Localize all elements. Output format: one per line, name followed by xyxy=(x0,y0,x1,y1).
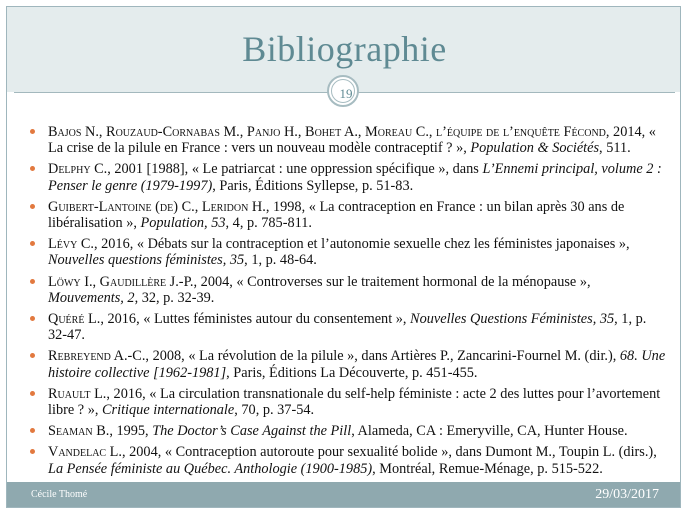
reference-details: , 511. xyxy=(599,140,631,157)
reference-author: Quéré L. xyxy=(48,311,101,328)
reference-item xyxy=(30,444,666,476)
reference-title: Population & Sociétés xyxy=(470,140,600,157)
reference-details: , Paris, Éditions Syllepse, p. 51-83. xyxy=(212,177,414,194)
bullet-icon xyxy=(30,316,35,321)
reference-text: , 2016, « Luttes féministes autour du consentement », xyxy=(100,311,411,328)
reference-text: , 2004, « Contraception autoroute pour sexualité bolide », dans Dumont M., Toupin L. (dirs.), xyxy=(121,444,657,461)
footer-author: Cécile Thomé xyxy=(31,489,88,500)
reference-author: Rebreyend A.-C. xyxy=(48,348,146,365)
reference-item xyxy=(30,274,666,306)
reference-details: , 70, p. 37-54. xyxy=(234,402,315,419)
reference-text: , 2016, « Débats sur la contraception et l’autonomie sexuelle chez les féministes japonaises », xyxy=(93,236,630,253)
footer-date: 29/03/2017 xyxy=(595,487,659,502)
reference-title: Mouvements, 2 xyxy=(48,289,135,306)
bullet-icon xyxy=(30,129,35,134)
bullet-icon xyxy=(30,166,35,171)
reference-details: , 1, p. 48-64. xyxy=(244,252,317,269)
reference-item xyxy=(30,124,666,156)
reference-details: , 4, p. 785-811. xyxy=(225,215,312,232)
reference-author: Löwy I., Gaudillère J.-P. xyxy=(48,273,194,290)
bullet-icon xyxy=(30,279,35,284)
bullet-icon xyxy=(30,204,35,209)
reference-title: 68. Une histoire collective [1962-1981] xyxy=(48,348,666,381)
reference-title: L’Ennemi principal, volume 2 : Penser le genre (1979-1997) xyxy=(48,161,662,194)
reference-details: , 1, p. 32-47. xyxy=(48,311,647,344)
reference-item xyxy=(30,423,666,439)
reference-author: Seaman B. xyxy=(48,423,110,440)
bullet-icon xyxy=(30,241,35,246)
reference-text: , 2016, « La circulation transnationale du self-help féministe : acte 2 des luttes pour l’avortement libre ? », xyxy=(48,385,661,419)
page-number-ring xyxy=(331,79,355,103)
reference-author: Lévy C. xyxy=(48,236,94,253)
bullet-icon xyxy=(30,428,35,433)
reference-author: Vandelac L. xyxy=(48,444,122,461)
page-number: 19 xyxy=(339,86,353,101)
reference-details: , Montréal, Remue-Ménage, p. 515-522. xyxy=(372,460,603,477)
reference-title: Nouvelles Questions Féministes, 35 xyxy=(410,311,615,328)
reference-author: Ruault L. xyxy=(48,385,107,402)
reference-text: , 2004, « Controverses sur le traitement hormonal de la ménopause », xyxy=(193,273,591,290)
reference-item xyxy=(30,199,666,231)
reference-text: , 1998, « La contraception en France : un bilan après 30 ans de libéralisation », xyxy=(48,198,625,232)
footer-bar xyxy=(7,482,680,507)
reference-title: The Doctor’s Case Against the Pill xyxy=(152,423,352,440)
reference-author: Bajos N., Rouzaud-Cornabas M., Panjo H., Bohet A., Moreau C., l’équipe de l’enquête Fécond xyxy=(48,124,606,140)
reference-details: , Paris, Éditions La Découverte, p. 451-455. xyxy=(226,364,478,381)
reference-details: , Alameda, CA : Emeryville, CA, Hunter House. xyxy=(351,423,628,440)
slide-title: Bibliographie xyxy=(242,29,447,69)
reference-text: , 2008, « La révolution de la pilule », dans Artières P., Zancarini-Fournel M. (dir.), xyxy=(145,348,620,365)
reference-title: Critique internationale xyxy=(102,402,235,419)
reference-title: Population, 53 xyxy=(140,215,226,232)
reference-title: La Pensée féministe au Québec. Anthologie (1900-1985) xyxy=(48,460,373,477)
page-number-badge xyxy=(327,75,359,107)
reference-item xyxy=(30,386,666,418)
reference-text: , 1995, xyxy=(109,423,153,440)
reference-text: , 2001 [1988], « Le patriarcat : une oppression spécifique », dans xyxy=(107,161,483,178)
reference-title: Nouvelles questions féministes, 35 xyxy=(48,252,245,269)
reference-item xyxy=(30,161,666,193)
reference-list xyxy=(30,124,666,482)
reference-text: , 2014, « La crise de la pilule en France : vers un nouveau modèle contraceptif ? », xyxy=(48,124,656,157)
reference-details: , 32, p. 32-39. xyxy=(134,289,215,306)
reference-item xyxy=(30,236,666,268)
reference-item xyxy=(30,311,666,343)
bullet-icon xyxy=(30,391,35,396)
reference-author: Delphy C. xyxy=(48,161,108,178)
reference-author: Guibert-Lantoine (de) C., Leridon H. xyxy=(48,198,266,215)
bullet-icon xyxy=(30,353,35,358)
reference-item xyxy=(30,348,666,380)
bullet-icon xyxy=(30,449,35,454)
